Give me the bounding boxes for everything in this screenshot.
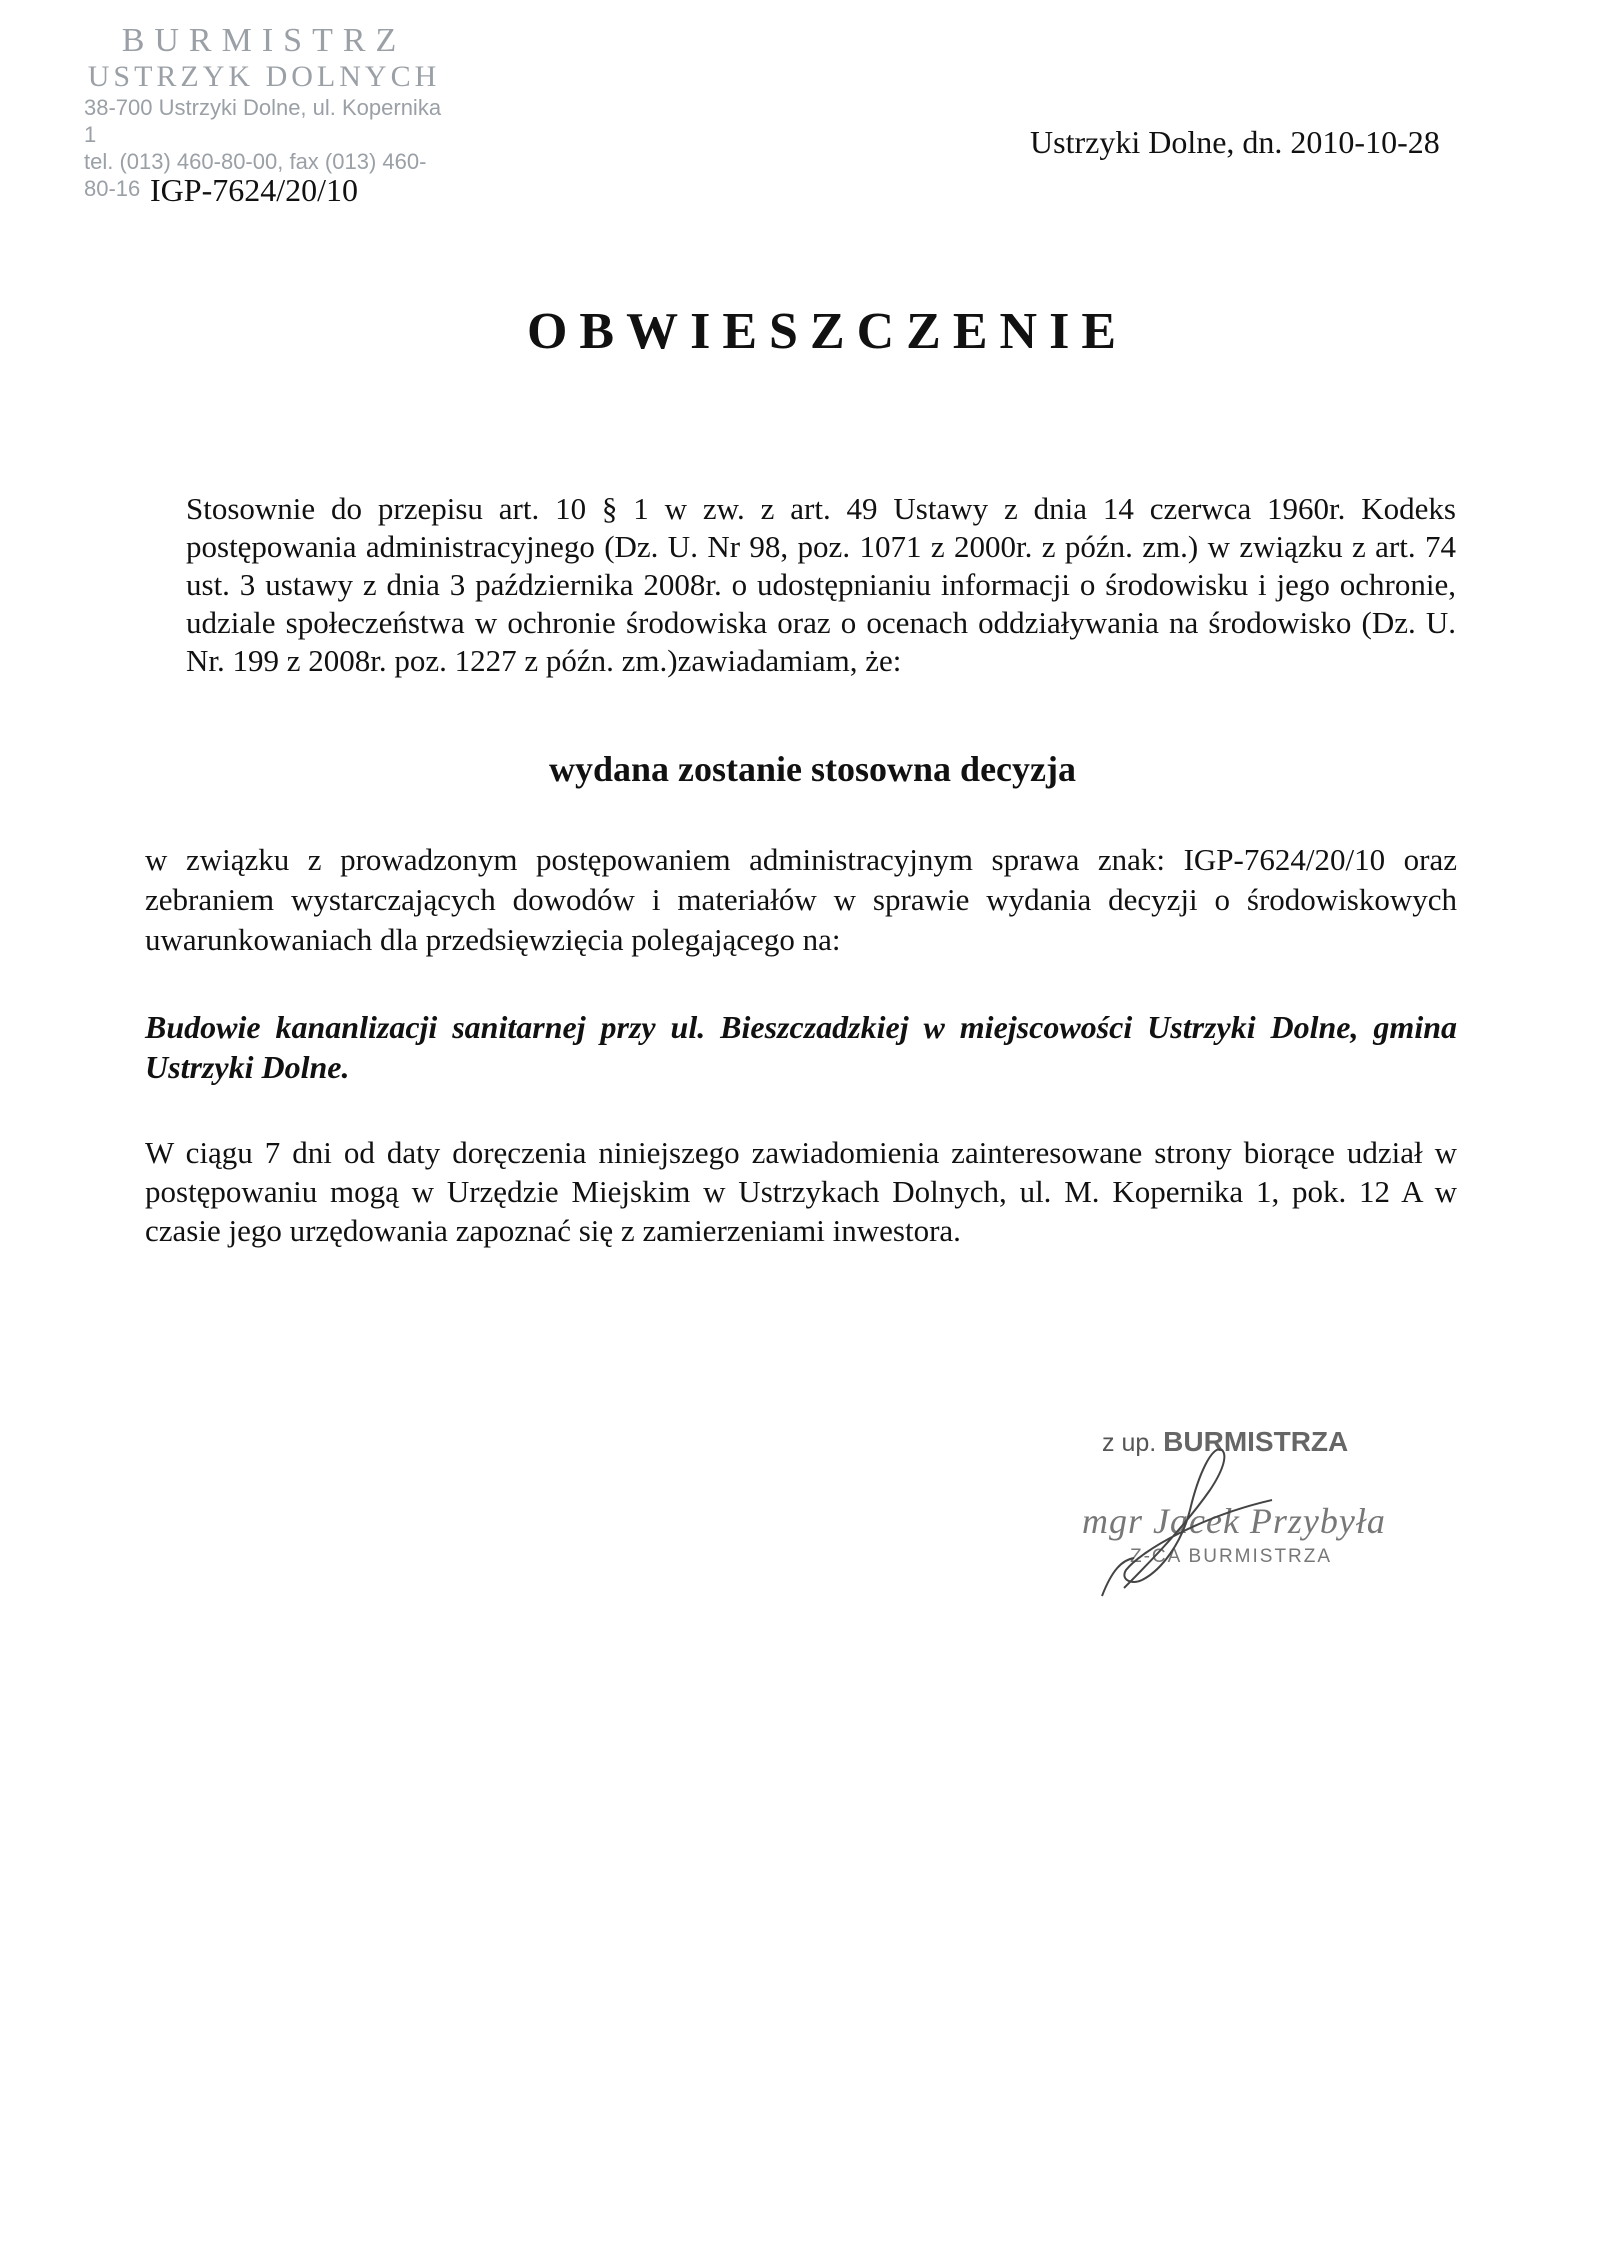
place-date: Ustrzyki Dolne, dn. 2010-10-28: [1030, 124, 1440, 160]
signature-office: BURMISTRZA: [1163, 1426, 1349, 1457]
project-description: Budowie kananlizacji sanitarnej przy ul. Bieszczadzkiej w miejscowości Ustrzyki Dolne, gmina Ustrzyki Dolne.: [145, 1009, 1457, 1085]
proceedings-paragraph: w związku z prowadzonym postępowaniem administracyjnym sprawa znak: IGP-7624/20/10 oraz zebraniem wystarczających dowodów i materiałów w sprawie wydania decyzji o środowiskowych uwarunkowaniach dla przedsięwzięcia polegającego na:: [145, 842, 1457, 957]
decision-heading: wydana zostanie stosowna decyzja: [549, 749, 1076, 789]
reference-number: IGP-7624/20/10: [150, 172, 358, 208]
signatory-name: mgr Jacek Przybyła: [1082, 1501, 1386, 1541]
document-title: OBWIESZCZENIE: [526, 303, 1129, 360]
stamp-line-title: BURMISTRZ: [121, 22, 407, 59]
stamp-line-phone: tel. (013) 460-80-00, fax (013) 460-80-16: [84, 149, 427, 201]
handwritten-signature: [1082, 1420, 1422, 1600]
notice-paragraph: W ciągu 7 dni od daty doręczenia niniejszego zawiadomienia zainteresowane strony biorące udział w postępowaniu mogą w Urzędzie Miejskim w Ustrzykach Dolnych, ul. M. Kopernika 1, pok. 12 A w czasie jego urzędowania zapoznać się z zamierzeniami inwestora.: [145, 1135, 1457, 1248]
signatory-role: Z-CA BURMISTRZA: [1130, 1546, 1333, 1567]
signature-z-up: z up.: [1102, 1429, 1157, 1457]
signature-stamp: [1082, 1420, 1422, 1600]
legal-basis-paragraph: Stosownie do przepisu art. 10 § 1 w zw. z art. 49 Ustawy z dnia 14 czerwca 1960r. Kodeks postępowania administracyjnego (Dz. U. Nr 98, poz. 1071 z 2000r. z późn. zm.) w związku z art. 74 ust. 3 ustawy z dnia 3 października 2008r. o udostępnianiu informacji o środowisku i jego ochronie, udziale społeczeństwa w ochronie środowiska oraz o ocenach oddziaływania na środowisko (Dz. U. Nr. 199 z 2008r. poz. 1227 z późn. zm.)zawiadamiam, że:: [186, 491, 1456, 678]
stamp-line-address: 38-700 Ustrzyki Dolne, ul. Kopernika 1: [84, 95, 442, 147]
stamp-line-office: USTRZYK DOLNYCH: [87, 60, 441, 93]
